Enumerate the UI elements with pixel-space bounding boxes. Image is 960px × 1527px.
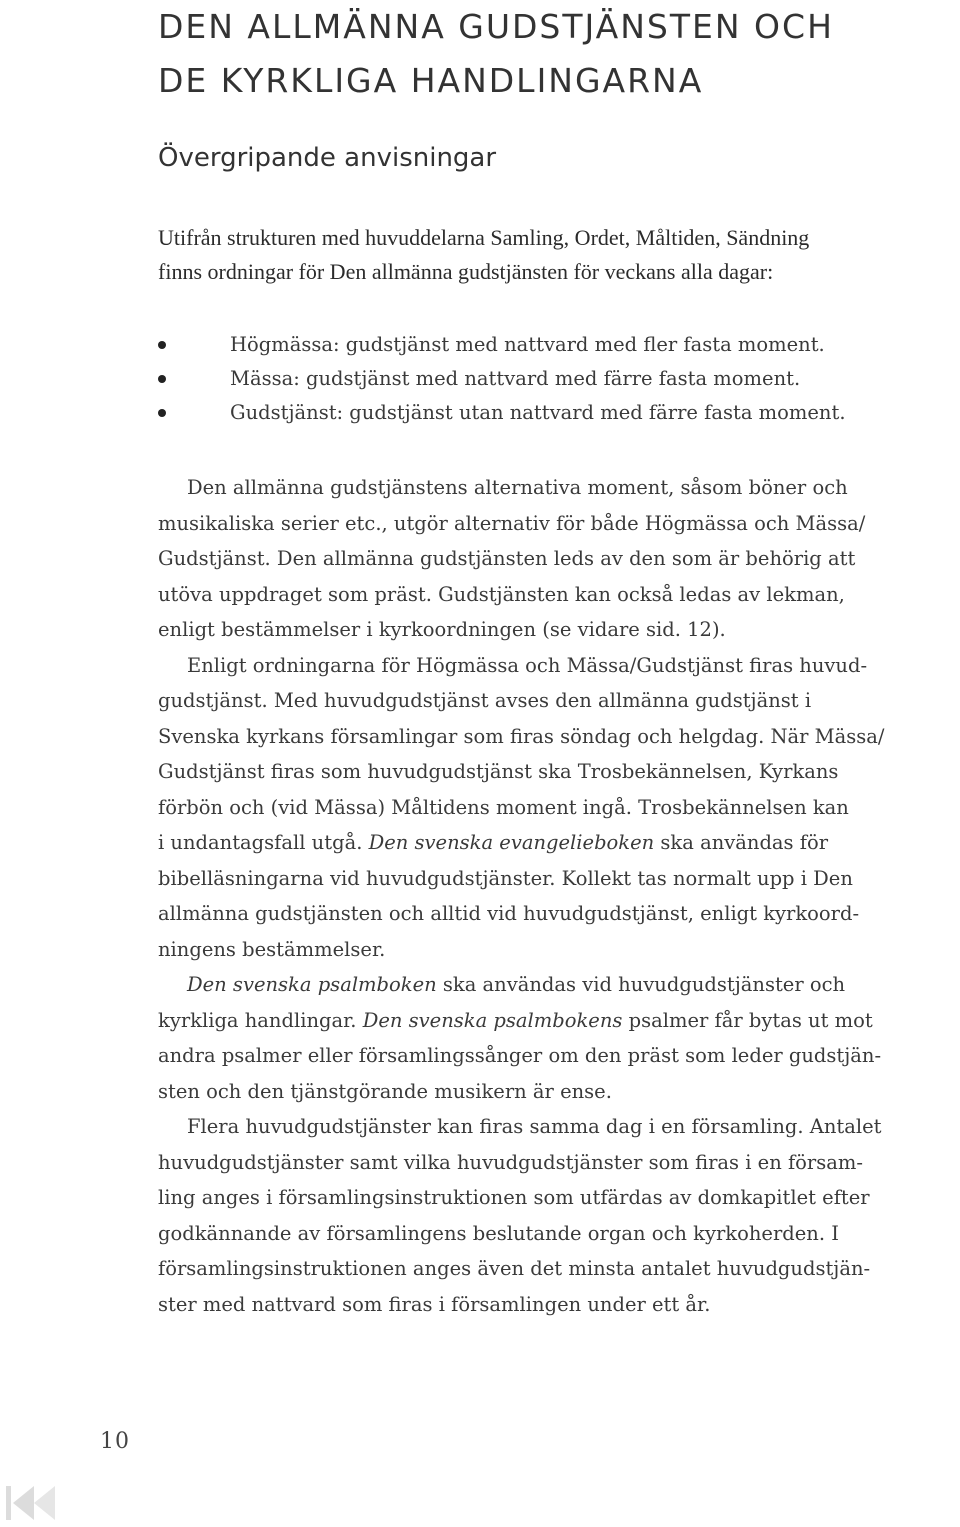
paragraph-main-service: [158, 648, 958, 968]
text-fragment: ska användas vid huvudgudstjänster och: [436, 973, 846, 996]
bullet-dot-icon: [158, 375, 166, 383]
text-line: Den allmänna gudstjänstens alternativa moment, såsom böner och: [187, 476, 848, 499]
section-heading: Övergripande anvisningar: [158, 143, 497, 173]
list-item-text: Högmässa: gudstjänst med nattvard med fler fasta moment.: [230, 333, 825, 356]
text-fragment: i undantagsfall utgå.: [158, 831, 369, 854]
text-line: Svenska kyrkans församlingar som firas söndag och helgdag. När Mässa/: [158, 724, 885, 748]
text-line: enligt bestämmelser i kyrkoordningen (se vidare sid. 12).: [158, 618, 726, 641]
page-title-line-2: DE KYRKLIGA HANDLINGARNA: [158, 61, 704, 100]
intro-line: Utifrån strukturen med huvuddelarna Samling, Ordet, Måltiden, Sändning: [158, 225, 810, 250]
list-item-massa: [158, 362, 846, 396]
text-line: Gudstjänst. Den allmänna gudstjänsten leds av den som är behörig att: [158, 547, 856, 570]
bullet-dot-icon: [158, 341, 166, 349]
book-title-psalmbok: Den svenska psalmbokens: [362, 1008, 623, 1032]
text-line: bibelläsningarna vid huvudgudstjänster. Kollekt tas normalt upp i Den: [158, 866, 853, 890]
text-line: musikaliska serier etc., utgör alternativ för både Högmässa och Mässa/: [158, 511, 866, 535]
text-line: förbön och (vid Mässa) Måltidens moment ingå. Trosbekännelsen kan: [158, 795, 849, 819]
text-line: [158, 825, 958, 861]
body-text: [158, 470, 958, 1322]
page-title-line-1: DEN ALLMÄNNA GUDSTJÄNSTEN OCH: [158, 7, 834, 46]
intro-paragraph: [158, 221, 958, 289]
back-to-start-icon: [4, 1484, 60, 1522]
text-fragment: psalmer får bytas ut mot: [622, 1008, 873, 1032]
intro-line: finns ordningar för Den allmänna gudstjänsten för veckans alla dagar:: [158, 259, 774, 284]
paragraph-multiple-services: [158, 1109, 958, 1322]
back-to-start-button[interactable]: [4, 1484, 60, 1522]
text-line: [158, 1003, 958, 1039]
text-line: huvudgudstjänster samt vilka huvudgudstjänster som firas i en försam-: [158, 1150, 863, 1174]
service-types-list: [158, 328, 846, 430]
text-fragment: kyrkliga handlingar.: [158, 1008, 363, 1032]
page-number: 10: [100, 1429, 130, 1454]
text-line: Flera huvudgudstjänster kan firas samma dag i en församling. Antalet: [187, 1115, 882, 1138]
text-line: godkännande av församlingens beslutande organ och kyrkoherden. I: [158, 1221, 839, 1245]
list-item-hogmassa: [158, 328, 846, 362]
text-line: gudstjänst. Med huvudgudstjänst avses den allmänna gudstjänst i: [158, 689, 812, 712]
paragraph-hymnbook: [158, 967, 958, 1109]
list-item-text: Mässa: gudstjänst med nattvard med färre fasta moment.: [230, 367, 801, 390]
text-line: sten och den tjänstgörande musikern är ense.: [158, 1079, 612, 1103]
page-title: [158, 0, 834, 108]
list-item-gudstjanst: [158, 396, 846, 430]
text-line: andra psalmer eller församlingssånger om den präst som leder gudstjän-: [158, 1044, 882, 1067]
book-title-psalmbok: Den svenska psalmboken: [187, 973, 437, 996]
bullet-dot-icon: [158, 409, 166, 417]
text-line: ling anges i församlingsinstruktionen som utfärdas av domkapitlet efter: [158, 1186, 870, 1209]
text-line: församlingsinstruktionen anges även det minsta antalet huvudgudstjän-: [158, 1257, 871, 1280]
text-line: ningens bestämmelser.: [158, 937, 386, 961]
text-fragment: ska användas för: [654, 831, 829, 854]
text-line: ster med nattvard som firas i församlingen under ett år.: [158, 1292, 711, 1316]
text-line: Enligt ordningarna för Högmässa och Mässa/Gudstjänst firas huvud-: [187, 653, 868, 677]
book-title-evangeliebok: Den svenska evangelieboken: [368, 831, 655, 854]
text-line: [158, 967, 958, 1003]
text-line: Gudstjänst firas som huvudgudstjänst ska Trosbekännelsen, Kyrkans: [158, 760, 839, 783]
list-item-text: Gudstjänst: gudstjänst utan nattvard med färre fasta moment.: [230, 401, 846, 424]
text-line: utöva uppdraget som präst. Gudstjänsten kan också ledas av lekman,: [158, 582, 845, 606]
paragraph-alternatives: [158, 470, 958, 648]
text-line: allmänna gudstjänsten och alltid vid huvudgudstjänst, enligt kyrkoord-: [158, 902, 860, 925]
